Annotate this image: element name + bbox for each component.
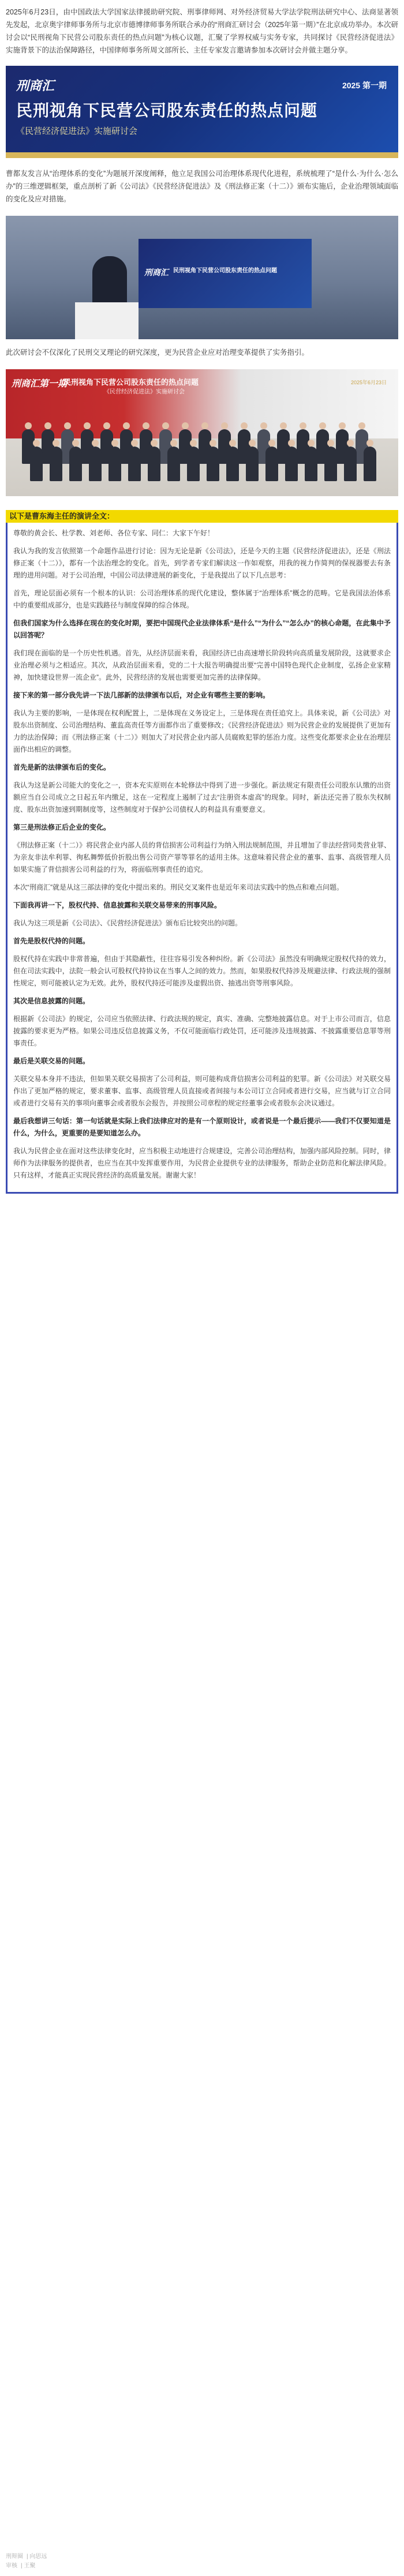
banner-band [6, 152, 398, 158]
attendee-figure [167, 447, 180, 481]
attendee-figure [364, 447, 376, 481]
footer-editor-name: 向思远 [29, 2553, 47, 2560]
article-heading-text: 接下来的第一部分我先讲一下法几部新的法律颁布以后，对企业有哪些主要的影响。 [13, 691, 270, 699]
article-heading-text: 首先是新的法律颁布后的变化。 [13, 763, 111, 771]
attendee-figure [324, 447, 337, 481]
banner-title: 民刑视角下民营公司股东责任的热点问题 [16, 102, 318, 119]
article-paragraph: 本次“刑商汇”就是从这三部法律的变化中提出来的。刑民交叉案件也是近年来司法实践中的热点和难点问题。 [13, 883, 343, 891]
article-paragraph: 我认为我的发言依照第一个命题作品进行讨论：因为无论是新《公司法》，还是今天的主题《民营经济促进法》，还是《刑法修正案（十二）》，都有一个法治理念的变化。首先，到学者专家们解读这一作如观察，用我的视力作简判的保视器要去有条理的进用问题。对于公司治理，中国公司法律进展的新变化，于是我提出了以下几点思考： [13, 547, 391, 579]
article-heading [13, 1115, 391, 1139]
article-paragraph: 首先，理论层面必须有一个根本的认识：公司治理体系的现代化建设，整体属于“治理体系”概念的范畴。它是我国法治体系中的重要组成部分，也是实践路径与制度保障的综合体现。 [13, 589, 391, 609]
article-paragraph: 《刑法修正案（十二）》将民营企业内部人员的背信损害公司利益行为纳入刑法规制范围，并且增加了非法经营同类营业罪、为亲友非法牟利罪、徇私舞弊低价折股出售公司资产罪等罪名的适用主体。这意味着民营企业的董事、监事、高级管理人员如果实施了背信损害公司利益的行为，将面临刑事责任的追究。 [13, 841, 391, 873]
article-heading-text: 下面我再讲一下，股权代持、信息披露和关联交易带来的刑事风险。 [13, 901, 222, 909]
attendee-figure [30, 447, 43, 481]
article-heading [13, 617, 391, 642]
event-banner [6, 66, 398, 158]
page-wrap [0, 0, 404, 1194]
article-greeting: 尊敬的黄会长、杜学教、刘老师、各位专家、同仁：大家下午好！ [13, 529, 215, 537]
article-paragraph: 我认为这三项是新《公司法》、《民营经济促进法》颁布后比较突出的问题。 [13, 919, 242, 927]
article-paragraph: 我认为民营企业在面对这些法律变化时，应当积极主动地进行合规建设，完善公司治理结构，加强内部风险控制。同时，律师作为法律服务的提供者，也应当在其中发挥重要作用，为民营企业提供专业的法律服务，帮助企业防范和化解法律风险。只有这样，才能真正实现民营经济的高质量发展。谢谢大家！ [13, 1147, 391, 1179]
article-heading [13, 935, 391, 947]
section-heading: 以下是曹东海主任的演讲全文： [6, 510, 398, 523]
attendee-figure [109, 447, 121, 481]
banner-issue: 2025 第一期 [342, 81, 387, 90]
group-photo [6, 369, 398, 496]
article-paragraph: 根据新《公司法》的规定，公司应当依照法律、行政法规的规定，真实、准确、完整地披露信息。对于上市公司而言，信息披露的要求更为严格。如果公司违反信息披露义务，不仅可能面临行政处罚，还可能涉及违规披露、不披露重要信息罪等刑事责任。 [13, 1015, 391, 1047]
attendee-figure [187, 447, 200, 481]
article-paragraph: 我们现在面临的是一个历史性机遇。首先，从经济层面来看，我国经济已由高速增长阶段转向高质量发展阶段，这就要求企业治理必须与之相适应。其次，从政治层面来看，党的二十大报告明确提出要“完善中国特色现代企业制度，弘扬企业家精神，加快建设世界一流企业”。此外，民营经济的发展也需要更加完善的法律保障。 [13, 649, 391, 681]
article-heading [13, 689, 391, 702]
article-paragraph: 关联交易本身并不违法，但如果关联交易损害了公司利益，则可能构成背信损害公司利益的犯罪。新《公司法》对关联交易作出了更加严格的规定，要求董事、监事、高级管理人员直接或者间接与本公司订立合同或者进行交易，应当就与订立合同或者进行交易有关的事项向董事会或者股东会报告，并按照公司章程的规定经董事会或者股东会决议通过。 [13, 1075, 391, 1107]
article-paragraph: 股权代持在实践中非常普遍，但由于其隐蔽性，往往容易引发各种纠纷。新《公司法》虽然没有明确规定股权代持的效力，但在司法实践中，法院一般会认可股权代持协议在当事人之间的效力。然而，如果股权代持涉及规避法律、行政法规的强制性规定，则可能被认定为无效。此外，股权代持还可能涉及虚假出资、抽逃出资等刑事风险。 [13, 955, 391, 987]
article-heading [13, 1055, 391, 1067]
attendee-figure [148, 447, 160, 481]
podium [75, 302, 139, 339]
article-paragraph: 我认为这是新公司能大的变化之一，资本充实原则在本轮修法中得到了进一步强化。新法规定有限责任公司股东认缴的出资额应当自公司成立之日起五年内缴足，这在一定程度上遏制了过去“注册资本虚高”的现象。同时，新法还完善了股东失权制度、股东出资加速到期制度等，这些制度对于保护公司债权人的利益具有重要意义。 [13, 781, 391, 813]
article-heading-text: 首先是股权代持的问题。 [13, 937, 90, 945]
group-backdrop-date: 2025年6月23日 [350, 380, 387, 385]
speech-article [6, 523, 398, 1194]
stage-screen-title: 民刑视角下民营公司股东责任的热点问题 [173, 268, 277, 274]
article-footer [6, 2552, 50, 2571]
closing-summary-text: 此次研讨会不仅深化了民刑交叉理论的研究深度，更为民营企业应对治理变革提供了实务指引。 [6, 348, 309, 357]
group-people [17, 421, 387, 485]
attendee-figure [265, 447, 278, 481]
group-backdrop-subtitle: 《民营经济促进法》实施研讨会 [104, 389, 185, 395]
article-heading-text: 其次是信息披露的问题。 [13, 997, 90, 1005]
speaker-photo [6, 216, 398, 339]
attendee-figure [344, 447, 357, 481]
article-heading [13, 899, 391, 912]
stage-screen [139, 239, 312, 308]
attendee-figure [128, 447, 141, 481]
speech-summary-text: 曹都友发言从“治理体系的变化”为题展开深度阐释，他立足我国公司治理体系现代化进程，系统梳理了“是什么·为什么·怎么办”的三维逻辑框架，重点剖析了新《公司法》《民营经济促进法》及《刑法修正案（十二）》颁布实施后，企业治理领域面临的变化及应对措施。 [6, 170, 398, 203]
article-heading [13, 822, 391, 834]
article-heading-text: 最后是关联交易的问题。 [13, 1057, 90, 1065]
article-heading [13, 995, 391, 1007]
banner-subtitle: 《民营经济促进法》实施研讨会 [16, 126, 138, 136]
footer-review-line: 审核 | 王聚 [6, 2563, 36, 2569]
article-heading-text: 第三是刑法修正后企业的变化。 [13, 823, 111, 831]
attendee-figure [50, 447, 62, 481]
group-backdrop-title: 民刑视角下民营公司股东责任的热点问题 [63, 378, 199, 387]
footer-review-label: 审核 [6, 2563, 17, 2569]
article-heading [13, 762, 391, 774]
intro-text: 2025年6月23日，由中国政法大学国家法律援助研究院、刑事律师网、对外经济贸易大学法学院刑法研究中心、法商显著领先发起，北京奥宇律师事务所与北京市德博律师事务所联合承办的“刑商汇研讨会（2025年第一期）”在北京成功举办。本次研讨会以“民刑视角下民营公司股东责任的热点问题”为核心议题，汇聚了学界权威与实务专家，共同探讨《民营经济促进法》实施背景下的法治保障路径，中国律师事务所周文部所长、主任专家发言邀请参加本次研讨会并做主题分享。 [6, 8, 398, 54]
group-backdrop-logo: 刑商汇第一期 [12, 378, 68, 389]
attendee-figure [285, 447, 298, 481]
article-heading-text: 最后我想讲三句话：第一句话就是实际上我们法律应对的是有一个原则设计，或者说是一个最后提示——我们不仅要知道是什么，为什么，更重要的是要知道怎么办。 [13, 1117, 391, 1137]
attendee-figure [246, 447, 259, 481]
footer-editor-label: 刑辩圈 [6, 2553, 23, 2560]
speech-summary [6, 167, 398, 205]
article-paragraph: 我认为主要的影响，一是体现在权利配置上，二是体现在义务设定上，三是体现在责任追究上。具体来说，新《公司法》对股东出资制度、公司治理结构、董监高责任等方面都作出了重要修改；《民营经济促进法》则为民营企业的发展提供了更加有力的法治保障；而《刑法修正案（十二）》则加大了对民营企业内部人员腐败犯罪的惩治力度。这些变化都要求企业在治理层面作出相应的调整。 [13, 709, 391, 753]
footer-review-name: 王聚 [24, 2563, 36, 2569]
intro-paragraph [6, 6, 398, 57]
article-heading-text: 但我们国家为什么选择在现在的变化时期，要把中国现代企业法律体系“是什么”“为什么”“怎么办”的核心命题，在此集中予以回答呢？ [13, 619, 391, 639]
attendee-figure [207, 447, 219, 481]
attendee-figure [69, 447, 82, 481]
attendee-figure [89, 447, 102, 481]
banner-logo: 刑商汇 [16, 78, 55, 93]
stage-screen-logo: 刑商汇 [144, 268, 169, 278]
footer-editor-line: 刑辩圈 | 向思远 [6, 2553, 47, 2560]
attendee-figure [226, 447, 239, 481]
attendee-figure [305, 447, 317, 481]
closing-summary [6, 346, 398, 359]
